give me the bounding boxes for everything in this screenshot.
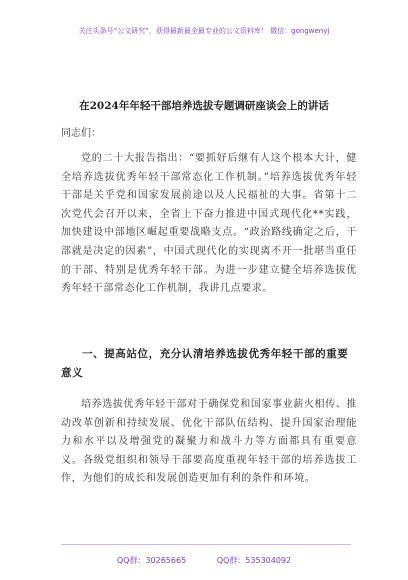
paragraph-section-1: 培养选拔优秀年轻干部对于确保党和国家事业薪火相传、推动改革创新和持续发展、优化干部队伍结构、提升国家治理能力和水平以及增强党的凝聚力和战斗力等方面都具有重要意义。各级党组织和领导干部要高度重视年轻干部的培养选拔工作，为他们的成长和发展创造更加有利的条件和环境。 (61, 399, 357, 485)
footer-qq-group-1: QQ群：30265665 (116, 556, 187, 565)
paragraph-intro: 党的二十大报告指出：“要抓好后继有人这个根本大计，健全培养选拔优秀年轻干部常态化工作机制。”培养选拔优秀年轻干部是关乎党和国家发展前途以及人民福祉的大事。省第十二次党代会召开以来，全省上下奋力推进中国式现代化**实践，加快建设中部地区崛起重要战略支点。“政治路线确定之后，干部就是决定的因素”，中国式现代化的实现离不开一批堪当重任的干部、特别是优秀年轻干部。为进一步建立健全培养选拔优秀年轻干部常态化工作机制，我讲几点要求。 (61, 153, 357, 295)
footer-banner (0, 555, 408, 566)
header-banner: 关注头条号“公文研究”，获得最新最全最专业的公文资料库！ 微信：gongwenyj (78, 27, 330, 35)
salutation: 同志们： (61, 128, 101, 139)
section-heading-1: 一、提高站位，充分认清培养选拔优秀年轻干部的重要意义 (61, 348, 349, 379)
footer-divider (61, 544, 351, 545)
footer-qq-group-2: QQ群：535304092 (216, 556, 292, 565)
document-title: 在2024年年轻干部培养选拔专题调研座谈会上的讲话 (79, 100, 329, 112)
